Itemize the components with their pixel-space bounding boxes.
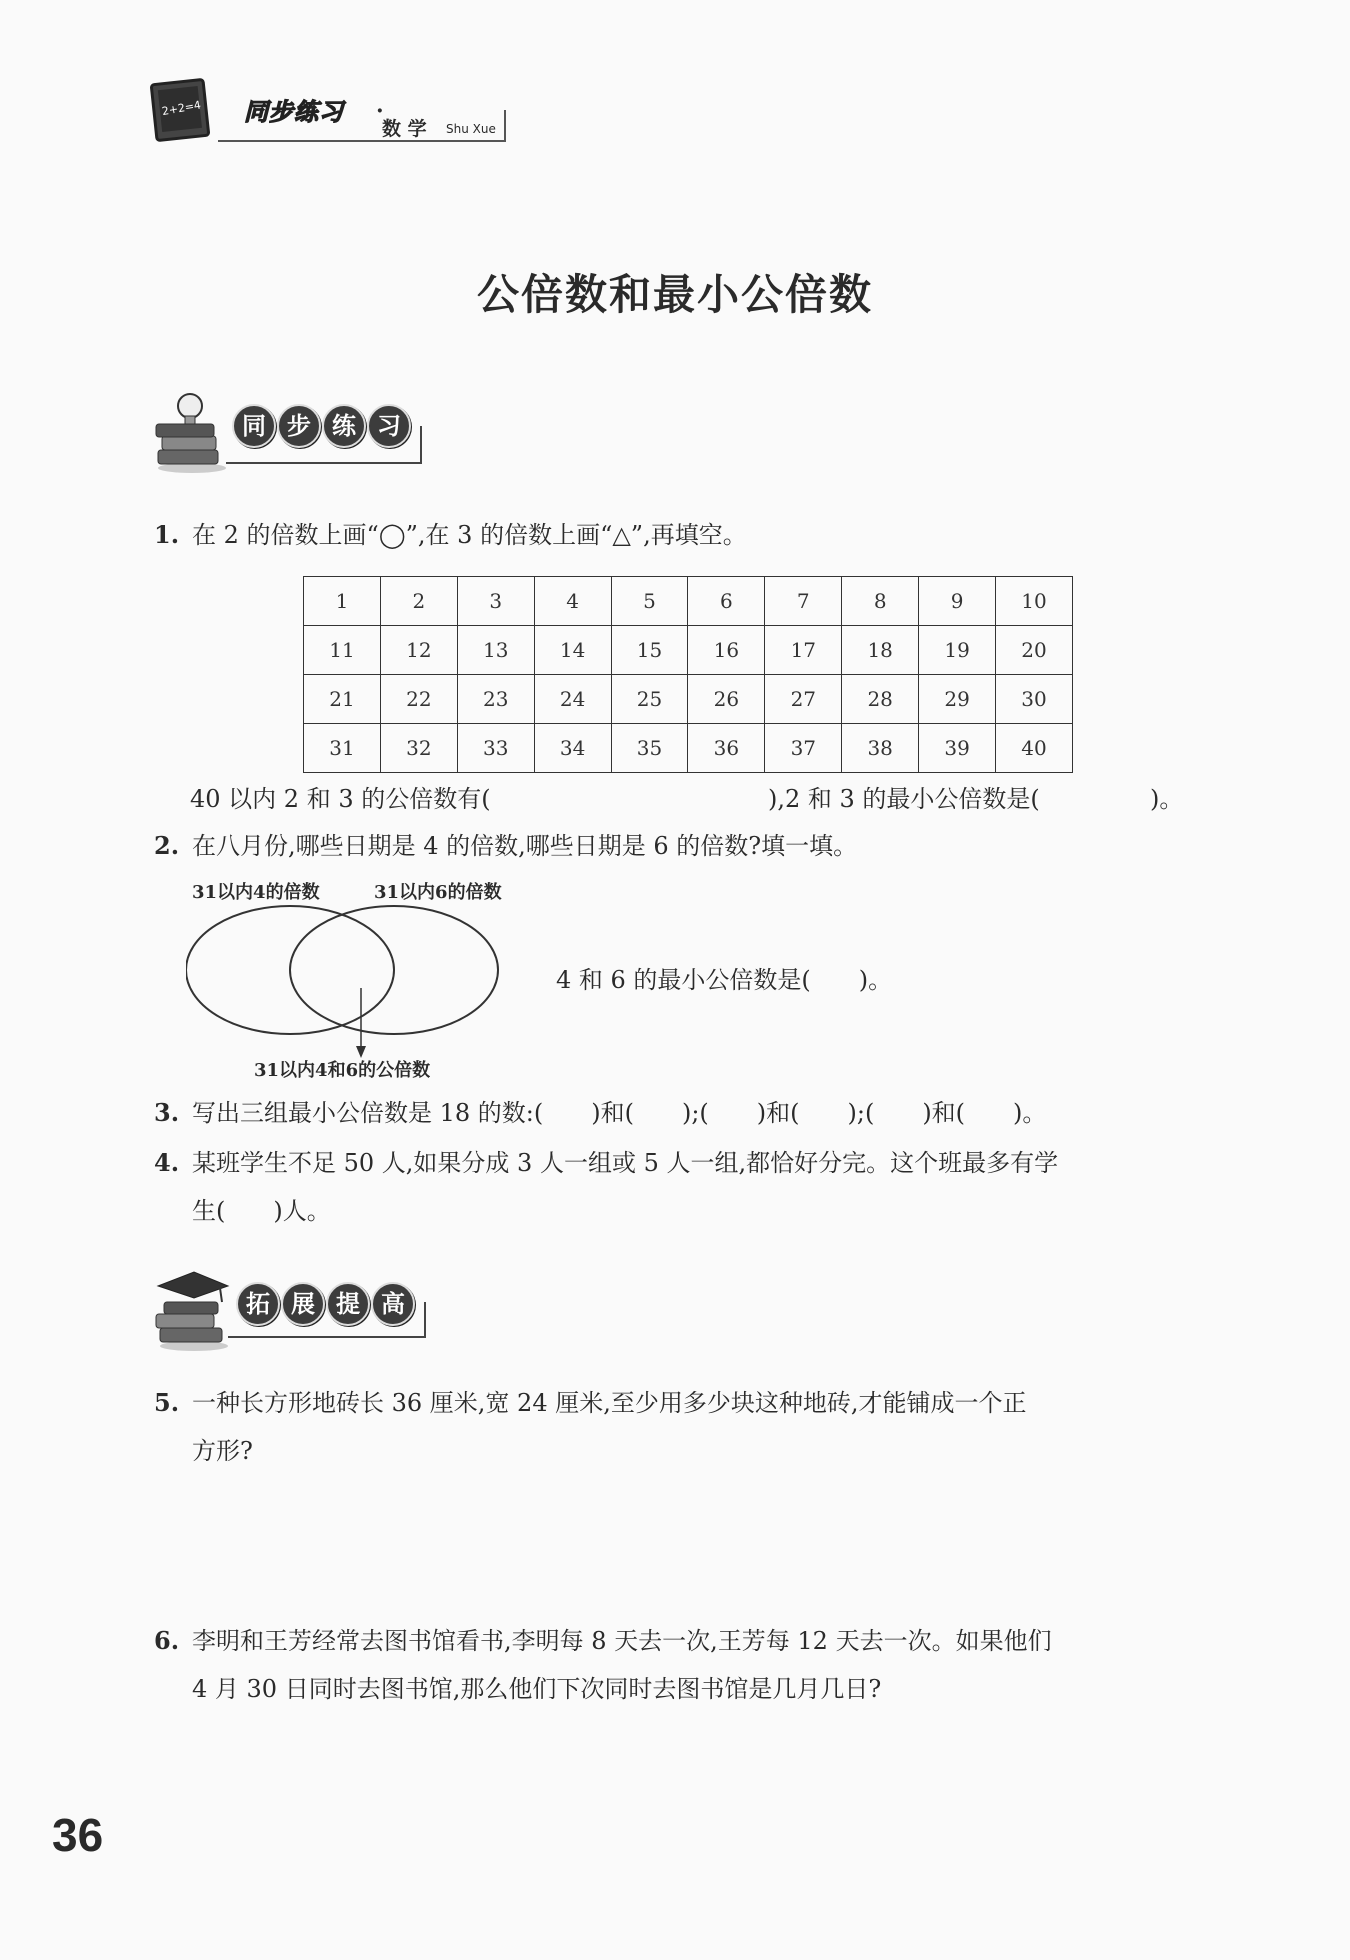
grid-cell[interactable]: 23 — [457, 675, 534, 724]
grid-cell[interactable]: 17 — [765, 626, 842, 675]
q5-text-line2: 方形? — [192, 1437, 253, 1465]
grid-cell[interactable]: 11 — [304, 626, 381, 675]
grid-cell[interactable]: 25 — [611, 675, 688, 724]
grid-row — [304, 626, 1073, 675]
grid-cell[interactable]: 4 — [534, 577, 611, 626]
q5-number: 5. — [154, 1388, 180, 1417]
venn-label-right: 31以内6的倍数 — [374, 882, 502, 903]
grid-cell[interactable]: 29 — [919, 675, 996, 724]
section-practice-char: 练 — [322, 404, 366, 448]
q1-fill-b: ),2 和 3 的最小公倍数是( — [768, 785, 1040, 813]
grid-cell[interactable]: 32 — [380, 724, 457, 773]
page-title: 公倍数和最小公倍数 — [476, 270, 873, 319]
section-extension-char: 展 — [281, 1282, 325, 1326]
q1-answer-blank-lcm[interactable] — [1070, 786, 1150, 814]
grid-cell[interactable]: 13 — [457, 626, 534, 675]
grid-cell[interactable]: 1 — [304, 577, 381, 626]
header-pinyin: Shu Xue — [446, 122, 496, 136]
grid-cell[interactable]: 10 — [996, 577, 1073, 626]
header-rule-end — [504, 110, 506, 142]
venn-diagram — [186, 900, 532, 1068]
q3-number: 3. — [154, 1098, 180, 1127]
grid-cell[interactable]: 40 — [996, 724, 1073, 773]
section-practice-rule — [226, 462, 422, 464]
grid-cell[interactable]: 21 — [304, 675, 381, 724]
grid-row — [304, 577, 1073, 626]
grid-cell[interactable]: 20 — [996, 626, 1073, 675]
q1-answer-blank-common[interactable] — [516, 786, 768, 814]
grid-cell[interactable]: 18 — [842, 626, 919, 675]
grid-cell[interactable]: 33 — [457, 724, 534, 773]
header-subject: 数 学 — [382, 118, 427, 140]
section-extension-char: 高 — [371, 1282, 415, 1326]
blackboard-icon — [150, 78, 210, 148]
q2-text: 在八月份,哪些日期是 4 的倍数,哪些日期是 6 的倍数?填一填。 — [192, 832, 858, 860]
q5-text-line1: 一种长方形地砖长 36 厘米,宽 24 厘米,至少用多少块这种地砖,才能铺成一个正 — [192, 1389, 1027, 1417]
header-label: 同步练习 — [244, 98, 344, 126]
section-extension-char: 拓 — [236, 1282, 280, 1326]
q6-answer-area[interactable] — [192, 1714, 1192, 1854]
grid-cell[interactable]: 15 — [611, 626, 688, 675]
number-grid — [303, 576, 1073, 773]
grid-cell[interactable]: 7 — [765, 577, 842, 626]
q6-text-line2: 4 月 30 日同时去图书馆,那么他们下次同时去图书馆是几月几日? — [192, 1675, 882, 1703]
grid-cell[interactable]: 14 — [534, 626, 611, 675]
grid-cell[interactable]: 38 — [842, 724, 919, 773]
grid-cell[interactable]: 26 — [688, 675, 765, 724]
grid-cell[interactable]: 34 — [534, 724, 611, 773]
grid-cell[interactable]: 30 — [996, 675, 1073, 724]
grid-cell[interactable]: 27 — [765, 675, 842, 724]
grid-row — [304, 675, 1073, 724]
section-practice-char: 步 — [277, 404, 321, 448]
q4-text-line1: 某班学生不足 50 人,如果分成 3 人一组或 5 人一组,都恰好分完。这个班最多有学 — [192, 1149, 1059, 1177]
q1-fill-c: )。 — [1150, 785, 1184, 813]
q1-number: 1. — [154, 520, 180, 549]
q2-number: 2. — [154, 831, 180, 860]
grid-cell[interactable]: 36 — [688, 724, 765, 773]
q4-text-line2: 生( )人。 — [192, 1197, 331, 1225]
grid-cell[interactable]: 35 — [611, 724, 688, 773]
grid-cell[interactable]: 31 — [304, 724, 381, 773]
grid-cell[interactable]: 22 — [380, 675, 457, 724]
page-number: 36 — [52, 1809, 104, 1861]
badge-text: 2+2=4 — [160, 98, 202, 119]
header-rule — [218, 140, 506, 142]
q5-answer-area[interactable] — [192, 1476, 1192, 1616]
grid-cell[interactable]: 19 — [919, 626, 996, 675]
grid-cell[interactable]: 24 — [534, 675, 611, 724]
section-extension-rule — [228, 1336, 426, 1338]
q3-text: 写出三组最小公倍数是 18 的数:( )和( );( )和( );( )和( )。 — [192, 1099, 1047, 1127]
grid-cell[interactable]: 16 — [688, 626, 765, 675]
books-lightbulb-icon — [150, 388, 228, 474]
grid-cell[interactable]: 6 — [688, 577, 765, 626]
q6-text-line1: 李明和王芳经常去图书馆看书,李明每 8 天去一次,王芳每 12 天去一次。如果他们 — [192, 1627, 1052, 1655]
books-graduation-cap-icon — [150, 1268, 232, 1352]
grid-row — [304, 724, 1073, 773]
grid-cell[interactable]: 39 — [919, 724, 996, 773]
grid-cell[interactable]: 8 — [842, 577, 919, 626]
section-extension-char: 提 — [326, 1282, 370, 1326]
venn-label-left: 31以内4的倍数 — [192, 882, 320, 903]
section-practice-char: 同 — [232, 404, 276, 448]
grid-cell[interactable]: 2 — [380, 577, 457, 626]
grid-cell[interactable]: 28 — [842, 675, 919, 724]
grid-cell[interactable]: 37 — [765, 724, 842, 773]
section-practice-char: 习 — [367, 404, 411, 448]
venn-label-bottom: 31以内4和6的公倍数 — [254, 1060, 431, 1081]
q6-number: 6. — [154, 1626, 180, 1655]
grid-cell[interactable]: 12 — [380, 626, 457, 675]
grid-cell[interactable]: 5 — [611, 577, 688, 626]
section-extension-rule-end — [424, 1302, 426, 1338]
header-dot: · — [376, 98, 384, 124]
q4-number: 4. — [154, 1148, 180, 1177]
q1-text: 在 2 的倍数上画“◯”,在 3 的倍数上画“△”,再填空。 — [192, 521, 747, 549]
q2-fill: 4 和 6 的最小公倍数是( )。 — [556, 966, 893, 994]
grid-cell[interactable]: 3 — [457, 577, 534, 626]
grid-cell[interactable]: 9 — [919, 577, 996, 626]
section-practice-rule-end — [420, 426, 422, 464]
q1-fill-a: 40 以内 2 和 3 的公倍数有( — [190, 785, 491, 813]
